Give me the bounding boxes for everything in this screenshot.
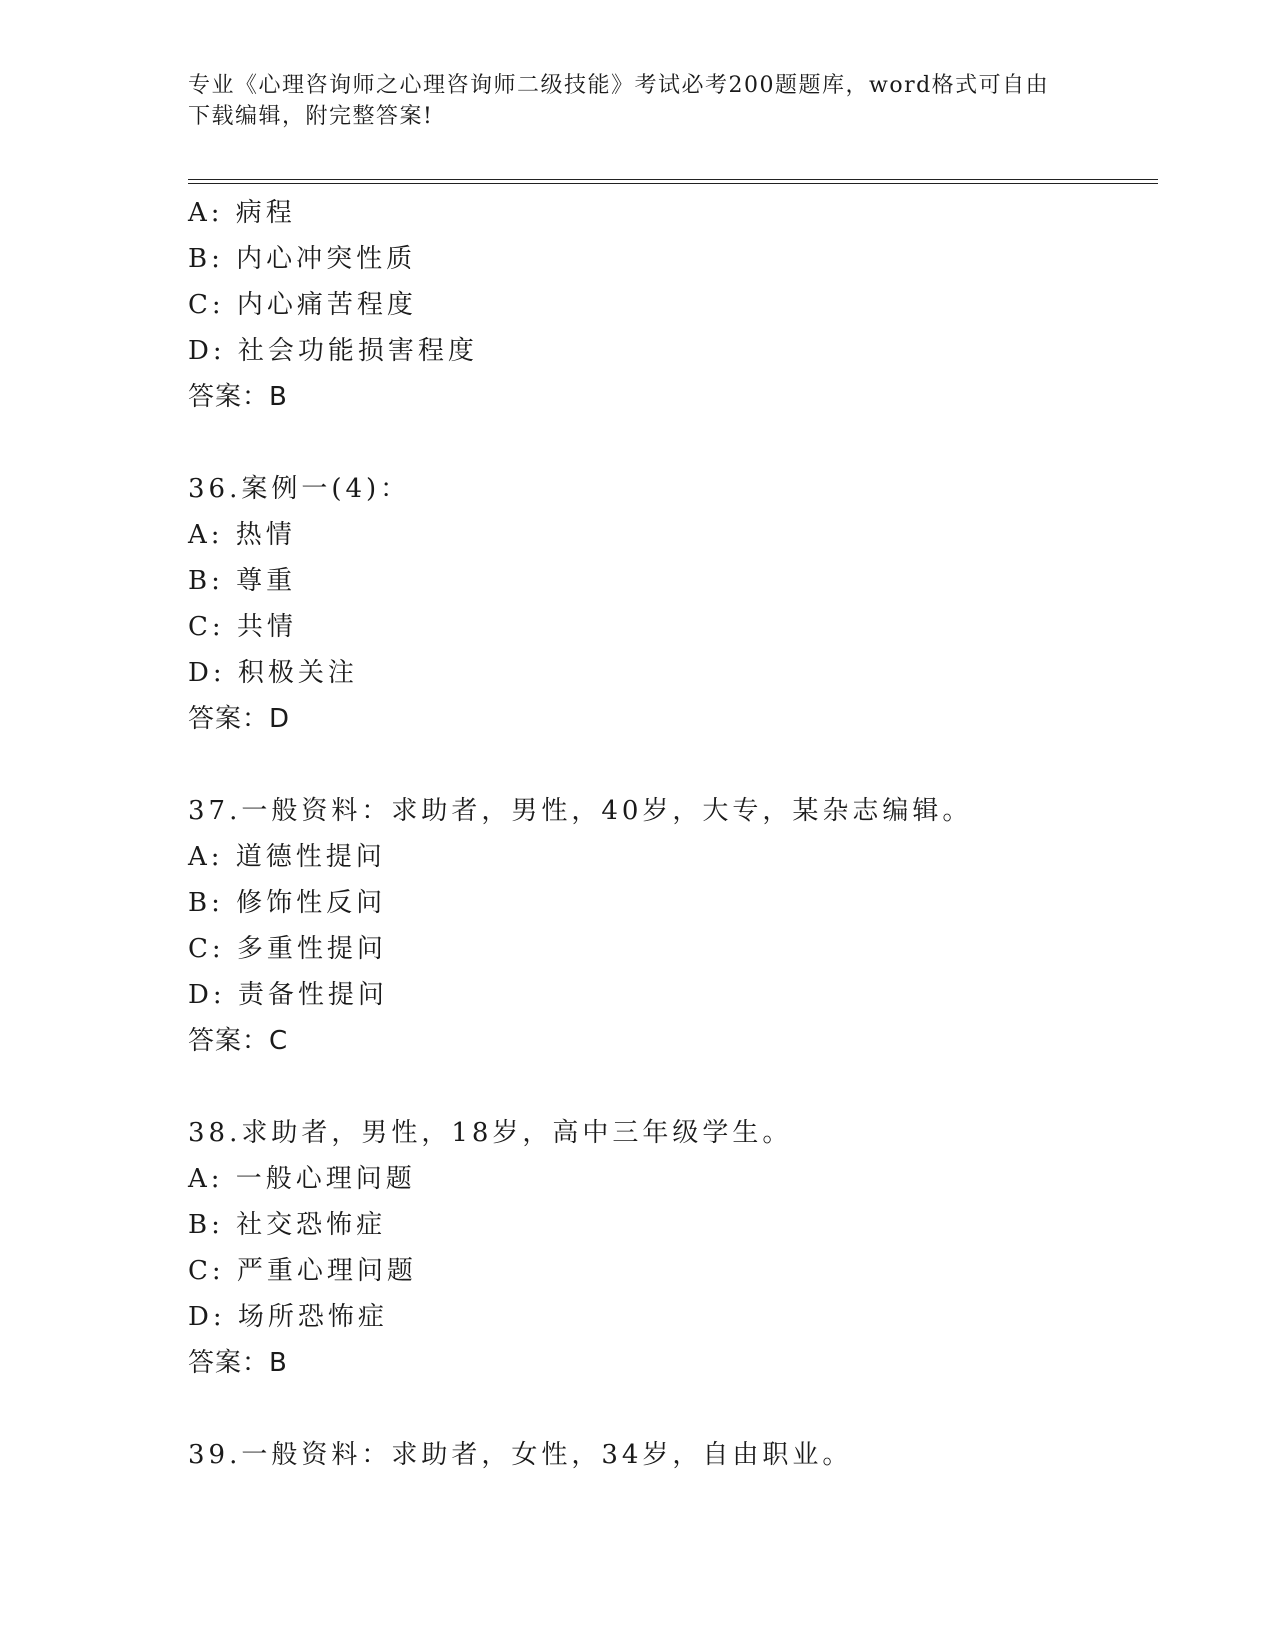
- option-a: A: 道德性提问: [188, 842, 386, 872]
- option-a: A: 热情: [188, 520, 296, 550]
- answer-line: 答案：D: [188, 704, 291, 734]
- question-fragment: [188, 190, 1158, 420]
- question-stem: 39.一般资料：求助者，女性，34岁，自由职业。: [188, 1440, 853, 1470]
- question-39: [188, 1432, 1158, 1478]
- spacer: [188, 420, 1158, 466]
- option-d: D: 积极关注: [188, 658, 358, 688]
- spacer: [188, 1064, 1158, 1110]
- option-c: C: 严重心理问题: [188, 1256, 417, 1286]
- option-d: D: 场所恐怖症: [188, 1302, 388, 1332]
- answer-line: 答案：B: [188, 382, 288, 412]
- option-b: B: 社交恐怖症: [188, 1210, 387, 1240]
- document-header: [188, 70, 1068, 132]
- option-c: C: 共情: [188, 612, 297, 642]
- spacer: [188, 742, 1158, 788]
- option-b: B: 修饰性反问: [188, 888, 387, 918]
- header-rule-bottom: [188, 183, 1158, 184]
- option-a: A: 一般心理问题: [188, 1164, 416, 1194]
- question-stem: 37.一般资料：求助者，男性，40岁，大专，某杂志编辑。: [188, 796, 973, 826]
- question-37: [188, 788, 1158, 1064]
- question-stem: 36.案例一(4)：: [188, 474, 411, 504]
- question-38: [188, 1110, 1158, 1386]
- option-b: B: 内心冲突性质: [188, 244, 417, 274]
- header-rule-top: [188, 179, 1158, 180]
- option-c: C: 内心痛苦程度: [188, 290, 417, 320]
- option-d: D: 社会功能损害程度: [188, 336, 478, 366]
- option-b: B: 尊重: [188, 566, 297, 596]
- answer-line: 答案：B: [188, 1348, 288, 1378]
- header-title: 专业《心理咨询师之心理咨询师二级技能》考试必考200题题库，word格式可自由下载编辑，附完整答案!: [188, 73, 1050, 129]
- question-stem: 38.求助者，男性，18岁，高中三年级学生。: [188, 1118, 793, 1148]
- question-list: [188, 190, 1158, 1478]
- question-36: [188, 466, 1158, 742]
- spacer: [188, 1386, 1158, 1432]
- option-c: C: 多重性提问: [188, 934, 387, 964]
- option-d: D: 责备性提问: [188, 980, 388, 1010]
- option-a: A: 病程: [188, 198, 296, 228]
- answer-line: 答案：C: [188, 1026, 289, 1056]
